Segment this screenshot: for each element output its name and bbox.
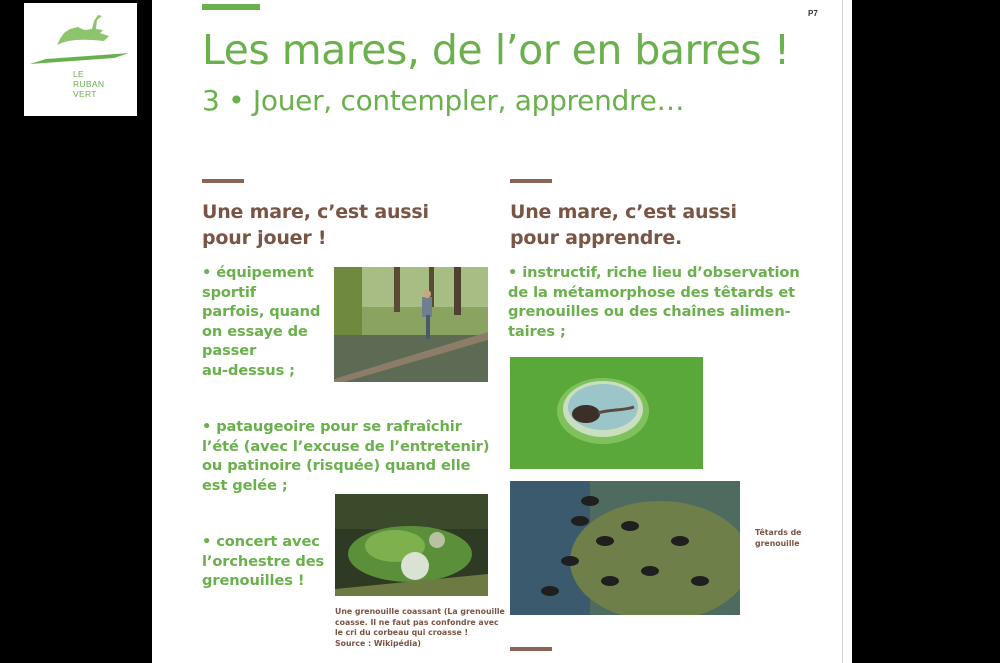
bullet-paddling-pool: • pataugeoire pour se rafraîchir l’été (avec l’excuse de l’entretenir) ou patinoire (risquée) quand elle est gelée ; (202, 418, 490, 494)
deer-ribbon-logo-icon (24, 3, 137, 73)
section-rule (510, 179, 552, 183)
frog-caption: Une grenouille coassant (La grenouille coasse. Il ne faut pas confondre avec le cri du corbeau qui croasse ! Source : Wikipédia) (335, 607, 505, 648)
right-section-heading: Une mare, c’est aussi pour apprendre. (510, 201, 737, 249)
section-rule (510, 647, 552, 651)
bullet-instructive: • instructif, riche lieu d’observation de la métamorphose des têtards et grenouilles ou des chaînes alimen- taires ; (508, 264, 800, 340)
section-rule (202, 179, 244, 183)
page-number: P7 (808, 9, 818, 18)
page-edge (842, 0, 852, 663)
tadpole-caption: Têtards de grenouille (755, 528, 802, 548)
logo (24, 3, 137, 116)
bullet-concert: • concert avec l’orchestre des grenouilles ! (202, 533, 325, 589)
log-crossing-photo (334, 267, 488, 382)
croaking-frog-photo (335, 494, 488, 596)
tadpole-droplet-photo (510, 357, 703, 469)
tadpoles-group-photo (510, 481, 740, 615)
accent-bar (202, 4, 260, 10)
bullet-equipment: • équipement sportif parfois, quand on essaye de passer au-dessus ; (202, 264, 321, 379)
logo-text: LE RUBAN VERT (73, 69, 105, 99)
page-title: Les mares, de l’or en barres ! (202, 26, 790, 74)
left-section-heading: Une mare, c’est aussi pour jouer ! (202, 201, 429, 249)
page-subtitle: 3 • Jouer, contempler, apprendre… (202, 84, 685, 117)
